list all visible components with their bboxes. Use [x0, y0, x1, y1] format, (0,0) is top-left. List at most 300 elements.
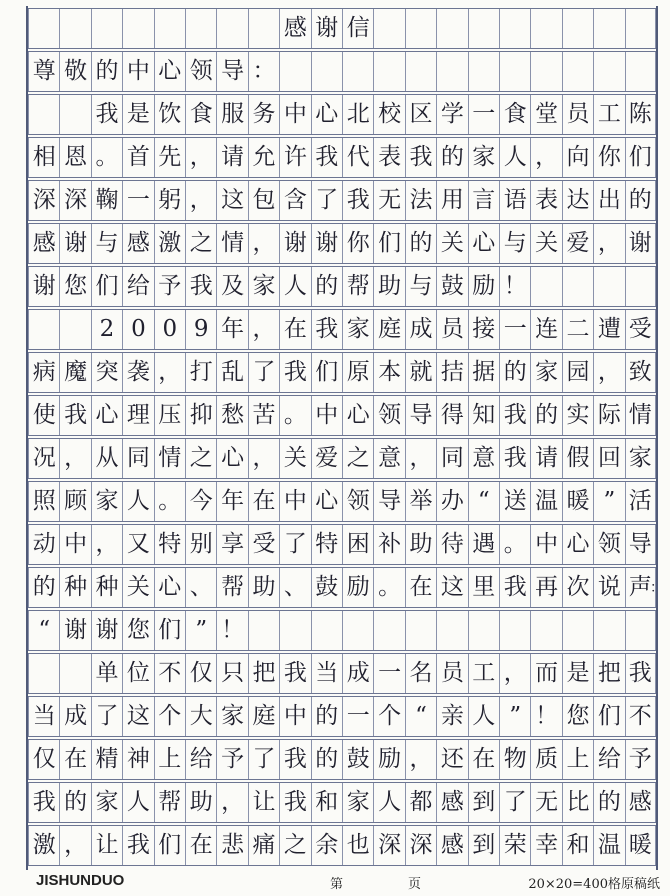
- handwritten-char: 员: [566, 101, 590, 127]
- grid-cell: [122, 310, 153, 349]
- grid-cell: [405, 826, 436, 865]
- handwritten-char: 予: [158, 273, 182, 299]
- handwritten-char: 连: [535, 316, 559, 342]
- grid-cell: [279, 525, 310, 564]
- grid-cell: [436, 826, 467, 865]
- handwritten-char: ，: [409, 746, 433, 772]
- handwritten-char: 区: [409, 101, 433, 127]
- handwritten-char: 我: [503, 402, 527, 428]
- grid-cell: [28, 783, 59, 822]
- grid-cell: [405, 525, 436, 564]
- grid-cell: [625, 353, 656, 392]
- grid-cell: [499, 740, 530, 779]
- handwritten-char: 深: [32, 187, 56, 213]
- handwritten-char: 成: [64, 703, 88, 729]
- handwritten-char: 享: [221, 531, 245, 557]
- grid-cell: [499, 654, 530, 693]
- grid-cell: [530, 740, 561, 779]
- handwritten-char: 况: [32, 445, 56, 471]
- grid-cell: [248, 654, 279, 693]
- grid-cell: [154, 740, 185, 779]
- handwritten-char: 病: [32, 359, 56, 385]
- handwritten-char: 二: [566, 316, 590, 342]
- handwritten-char: 困: [346, 531, 370, 557]
- handwritten-char: 服: [221, 101, 245, 127]
- handwritten-char: 里: [472, 574, 496, 600]
- text-row: [28, 309, 656, 350]
- grid-cell: [248, 95, 279, 134]
- grid-cell: [468, 9, 499, 48]
- handwritten-char: 的: [503, 359, 527, 385]
- handwritten-char: 人: [503, 144, 527, 170]
- grid-cell: [279, 826, 310, 865]
- grid-cell: [625, 95, 656, 134]
- grid-cell: [405, 138, 436, 177]
- handwritten-char: ”: [195, 617, 208, 643]
- text-row: [28, 266, 656, 307]
- grid-cell: [530, 181, 561, 220]
- handwritten-char: 心: [315, 488, 339, 514]
- grid-cell: [342, 310, 373, 349]
- grid-cell: [185, 826, 216, 865]
- text-row: [28, 51, 656, 92]
- handwritten-char: 鼓: [346, 746, 370, 772]
- grid-cell: [499, 611, 530, 650]
- grid-cell: [122, 138, 153, 177]
- handwritten-char: 也: [346, 832, 370, 858]
- grid-cell: [562, 826, 593, 865]
- handwritten-char: 同: [440, 445, 464, 471]
- grid-cell: [248, 138, 279, 177]
- manuscript-grid: [28, 8, 664, 868]
- handwritten-char: 暖: [566, 488, 590, 514]
- grid-cell: [91, 224, 122, 263]
- handwritten-char: 余: [315, 832, 339, 858]
- grid-cell: [216, 826, 247, 865]
- grid-cell: [185, 697, 216, 736]
- grid-cell: [216, 396, 247, 435]
- handwritten-char: 的: [597, 789, 621, 815]
- handwritten-char: 之: [283, 832, 307, 858]
- grid-cell: [122, 740, 153, 779]
- handwritten-char: 助: [252, 574, 276, 600]
- grid-cell: [91, 9, 122, 48]
- grid-cell: [248, 353, 279, 392]
- grid-cell: [468, 396, 499, 435]
- handwritten-char: 家: [346, 789, 370, 815]
- text-row: [28, 653, 656, 694]
- grid-cell: [530, 396, 561, 435]
- handwritten-char: 们: [628, 144, 652, 170]
- grid-cell: [562, 396, 593, 435]
- handwritten-char: 温: [535, 488, 559, 514]
- handwritten-char: 的: [409, 230, 433, 256]
- grid-cell: [499, 826, 530, 865]
- handwritten-char: 让: [252, 789, 276, 815]
- handwritten-char: 、: [189, 574, 213, 600]
- handwritten-char: ：: [252, 58, 276, 84]
- handwritten-char: 请: [535, 445, 559, 471]
- grid-cell: [562, 525, 593, 564]
- grid-cell: [279, 95, 310, 134]
- handwritten-char: 同: [126, 445, 150, 471]
- handwritten-char: 我: [409, 144, 433, 170]
- grid-cell: [342, 525, 373, 564]
- grid-cell: [185, 740, 216, 779]
- handwritten-char: 从: [95, 445, 119, 471]
- handwritten-char: 帮: [221, 574, 245, 600]
- grid-cell: [122, 611, 153, 650]
- grid-cell: [91, 740, 122, 779]
- grid-cell: [499, 697, 530, 736]
- handwritten-char: ，: [409, 445, 433, 471]
- grid-cell: [91, 697, 122, 736]
- text-row: [28, 137, 656, 178]
- margin-char: ：: [650, 579, 664, 596]
- handwritten-char: 予: [628, 746, 652, 772]
- handwritten-char: 学: [440, 101, 464, 127]
- grid-cell: [279, 611, 310, 650]
- grid-cell: [279, 740, 310, 779]
- handwritten-char: 们: [378, 230, 402, 256]
- grid-cell: [530, 95, 561, 134]
- grid-cell: [373, 568, 404, 607]
- handwritten-char: ，: [252, 445, 276, 471]
- grid-cell: [530, 439, 561, 478]
- grid-cell: [593, 654, 624, 693]
- grid-cell: [311, 396, 342, 435]
- grid-cell: [562, 95, 593, 134]
- grid-cell: [216, 611, 247, 650]
- grid-cell: [499, 52, 530, 91]
- grid-cell: [91, 138, 122, 177]
- grid-cell: [530, 654, 561, 693]
- handwritten-char: 神: [126, 746, 150, 772]
- grid-cell: [91, 353, 122, 392]
- handwritten-char: 请: [221, 144, 245, 170]
- grid-cell: [373, 611, 404, 650]
- grid-cell: [59, 353, 90, 392]
- handwritten-char: 精: [95, 746, 119, 772]
- grid-cell: [342, 95, 373, 134]
- handwritten-char: 了: [503, 789, 527, 815]
- grid-cell: [311, 525, 342, 564]
- grid-cell: [185, 482, 216, 521]
- handwritten-char: 上: [566, 746, 590, 772]
- grid-cell: [625, 181, 656, 220]
- handwritten-char: 到: [472, 789, 496, 815]
- grid-cell: [59, 697, 90, 736]
- handwritten-char: 中: [126, 58, 150, 84]
- grid-cell: [28, 95, 59, 134]
- grid-cell: [185, 568, 216, 607]
- handwritten-char: 工: [597, 101, 621, 127]
- handwritten-char: 感: [126, 230, 150, 256]
- grid-cell: [216, 224, 247, 263]
- handwritten-char: 首: [126, 144, 150, 170]
- grid-cell: [342, 181, 373, 220]
- grid-cell: [216, 654, 247, 693]
- handwritten-char: 个: [378, 703, 402, 729]
- page-label-ye: 页: [408, 877, 422, 892]
- grid-cell: [562, 697, 593, 736]
- grid-cell: [373, 181, 404, 220]
- handwritten-char: 感: [440, 832, 464, 858]
- grid-cell: [91, 95, 122, 134]
- handwritten-char: 都: [409, 789, 433, 815]
- handwritten-char: 包: [252, 187, 276, 213]
- grid-cell: [28, 52, 59, 91]
- handwritten-char: 人: [472, 703, 496, 729]
- handwritten-char: 只: [221, 660, 245, 686]
- handwritten-char: 年: [221, 488, 245, 514]
- grid-cell: [154, 783, 185, 822]
- grid-cell: [373, 310, 404, 349]
- grid-cell: [373, 138, 404, 177]
- grid-cell: [248, 52, 279, 91]
- title-char: 信: [346, 15, 370, 41]
- grid-cell: [436, 482, 467, 521]
- handwritten-char: 恩: [64, 144, 88, 170]
- handwritten-char: 您: [566, 703, 590, 729]
- handwritten-char: 这: [440, 574, 464, 600]
- grid-cell: [593, 439, 624, 478]
- handwritten-char: 温: [597, 832, 621, 858]
- handwritten-char: 在: [252, 488, 276, 514]
- grid-cell: [625, 783, 656, 822]
- grid-cell: [625, 439, 656, 478]
- grid-cell: [248, 697, 279, 736]
- handwritten-char: 。: [503, 531, 527, 557]
- handwritten-char: 食: [189, 101, 213, 127]
- grid-cell: [373, 439, 404, 478]
- grid-cell: [279, 267, 310, 306]
- grid-cell: [185, 525, 216, 564]
- handwritten-char: ！: [535, 703, 559, 729]
- handwritten-char: 。: [283, 402, 307, 428]
- handwritten-char: 表: [378, 144, 402, 170]
- handwritten-char: 。: [158, 488, 182, 514]
- grid-cell: [468, 525, 499, 564]
- grid-cell: [216, 439, 247, 478]
- handwritten-char: 许: [283, 144, 307, 170]
- grid-cell: [530, 267, 561, 306]
- grid-cell: [154, 9, 185, 48]
- grid-cell: [468, 52, 499, 91]
- handwritten-char: 抑: [189, 402, 213, 428]
- handwritten-char: ，: [189, 144, 213, 170]
- handwritten-char: 愁: [221, 402, 245, 428]
- handwritten-char: 人: [283, 273, 307, 299]
- grid-cell: [530, 568, 561, 607]
- handwritten-char: 据: [472, 359, 496, 385]
- handwritten-char: 无: [378, 187, 402, 213]
- grid-cell: [122, 654, 153, 693]
- grid-cell: [625, 697, 656, 736]
- grid-cell: [279, 52, 310, 91]
- grid-cell: [248, 9, 279, 48]
- handwritten-char: 心: [472, 230, 496, 256]
- grid-cell: [185, 95, 216, 134]
- grid-cell: [28, 611, 59, 650]
- text-row: [28, 524, 656, 565]
- handwritten-char: 今: [189, 488, 213, 514]
- grid-cell: [342, 439, 373, 478]
- grid-cell: [499, 310, 530, 349]
- grid-cell: [216, 95, 247, 134]
- grid-cell: [91, 611, 122, 650]
- handwritten-char: 谢: [64, 230, 88, 256]
- grid-cell: [91, 52, 122, 91]
- grid-cell: [405, 611, 436, 650]
- grid-cell: [311, 310, 342, 349]
- grid-cell: [405, 353, 436, 392]
- handwritten-char: 您: [126, 617, 150, 643]
- paper-spec-label: 20×20=400格原稿纸: [528, 877, 660, 892]
- grid-cell: [59, 181, 90, 220]
- grid-cell: [154, 52, 185, 91]
- grid-cell: [468, 568, 499, 607]
- handwritten-char: 助: [409, 531, 433, 557]
- grid-cell: [122, 396, 153, 435]
- grid-cell: [216, 525, 247, 564]
- grid-cell: [216, 568, 247, 607]
- handwritten-char: 我: [315, 316, 339, 342]
- grid-cell: [468, 654, 499, 693]
- grid-cell: [342, 740, 373, 779]
- grid-cell: [28, 224, 59, 263]
- handwritten-char: 我: [628, 660, 652, 686]
- handwritten-char: 成: [346, 660, 370, 686]
- handwritten-char: 人: [126, 488, 150, 514]
- grid-cell: [122, 783, 153, 822]
- grid-cell: [436, 52, 467, 91]
- grid-cell: [311, 224, 342, 263]
- handwritten-char: 物: [503, 746, 527, 772]
- handwritten-char: 您: [64, 273, 88, 299]
- grid-cell: [625, 525, 656, 564]
- grid-cell: [311, 267, 342, 306]
- handwritten-char: 达: [566, 187, 590, 213]
- handwritten-char: 关: [283, 445, 307, 471]
- handwritten-char: 上: [158, 746, 182, 772]
- handwritten-char: 的: [95, 58, 119, 84]
- grid-cell: [122, 482, 153, 521]
- grid-cell: [436, 396, 467, 435]
- grid-cell: [436, 525, 467, 564]
- grid-cell: [593, 482, 624, 521]
- handwritten-char: 鼓: [315, 574, 339, 600]
- grid-cell: [279, 310, 310, 349]
- grid-cell: [342, 353, 373, 392]
- handwritten-char: “: [477, 488, 490, 514]
- handwritten-char: 魔: [64, 359, 88, 385]
- handwritten-char: 种: [95, 574, 119, 600]
- handwritten-char: 一: [503, 316, 527, 342]
- handwritten-char: 激: [158, 230, 182, 256]
- handwritten-char: 爱: [315, 445, 339, 471]
- handwritten-char: 在: [64, 746, 88, 772]
- handwritten-char: 一: [346, 703, 370, 729]
- grid-cell: [28, 353, 59, 392]
- handwritten-char: 情: [628, 402, 652, 428]
- grid-cell: [28, 697, 59, 736]
- grid-cell: [248, 525, 279, 564]
- grid-cell: [405, 482, 436, 521]
- handwritten-char: ，: [597, 359, 621, 385]
- handwritten-char: 给: [189, 746, 213, 772]
- grid-cell: [468, 267, 499, 306]
- text-row: [28, 223, 656, 264]
- handwritten-char: 家: [346, 316, 370, 342]
- grid-cell: [499, 181, 530, 220]
- handwritten-char: 导: [378, 488, 402, 514]
- grid-cell: [530, 310, 561, 349]
- grid-cell: [625, 138, 656, 177]
- handwritten-char: 、: [283, 574, 307, 600]
- handwritten-char: 得: [440, 402, 464, 428]
- handwritten-char: 我: [126, 832, 150, 858]
- grid-cell: [185, 9, 216, 48]
- grid-cell: [530, 353, 561, 392]
- grid-cell: [373, 267, 404, 306]
- handwritten-char: 受: [628, 316, 652, 342]
- handwritten-char: ，: [503, 660, 527, 686]
- grid-cell: [91, 826, 122, 865]
- grid-cell: [342, 568, 373, 607]
- handwritten-char: 的: [440, 144, 464, 170]
- handwritten-char: ，: [158, 359, 182, 385]
- handwritten-char: 不: [628, 703, 652, 729]
- grid-cell: [405, 697, 436, 736]
- handwritten-char: 了: [95, 703, 119, 729]
- handwritten-char: 还: [440, 746, 464, 772]
- grid-cell: [530, 826, 561, 865]
- grid-cell: [593, 740, 624, 779]
- handwritten-char: 陈: [628, 101, 652, 127]
- grid-cell: [499, 353, 530, 392]
- handwritten-char: 实: [566, 402, 590, 428]
- handwritten-char: ，: [64, 832, 88, 858]
- handwritten-char: 员: [440, 660, 464, 686]
- handwritten-char: 情: [158, 445, 182, 471]
- grid-cell: [28, 439, 59, 478]
- grid-cell: [593, 224, 624, 263]
- grid-cell: [59, 826, 90, 865]
- title-char: 感: [283, 15, 307, 41]
- handwritten-char: 表: [535, 187, 559, 213]
- handwritten-char: 中: [535, 531, 559, 557]
- text-row: [28, 782, 656, 823]
- grid-cell: [248, 267, 279, 306]
- grid-cell: [279, 138, 310, 177]
- grid-cell: [185, 138, 216, 177]
- grid-cell: [468, 697, 499, 736]
- handwritten-char: 际: [597, 402, 621, 428]
- grid-cell: [342, 783, 373, 822]
- handwritten-char: 关: [535, 230, 559, 256]
- handwritten-char: ，: [597, 230, 621, 256]
- handwritten-char: 关: [126, 574, 150, 600]
- grid-cell: [91, 525, 122, 564]
- grid-cell: [593, 52, 624, 91]
- grid-cell: [342, 697, 373, 736]
- grid-cell: [185, 783, 216, 822]
- grid-cell: [122, 224, 153, 263]
- grid-cell: [562, 353, 593, 392]
- grid-cell: [373, 52, 404, 91]
- paper-footer: [0, 870, 670, 896]
